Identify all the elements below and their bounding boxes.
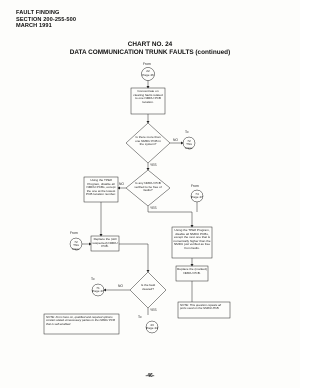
no-label-2: NO — [119, 182, 124, 186]
connector-71-page: Page 47 — [92, 289, 104, 293]
to-label-bottom-left: To — [91, 277, 95, 281]
header-fault-finding: FAULT FINDING — [16, 10, 60, 16]
connector-72-right-page: This Page — [185, 142, 193, 150]
from-label-top: From — [143, 62, 151, 66]
page-number: -46- — [145, 373, 155, 379]
no-label-3: NO — [118, 284, 123, 288]
from-label-mid: From — [191, 184, 199, 188]
connector-43-page: Page 44 — [146, 326, 158, 330]
chart-title: DATA COMMUNICATION TRUNK FAULTS (continued) — [69, 48, 231, 56]
replace-right-text: Replace the (marked) NMDU PCB. — [177, 267, 207, 275]
yes-label-1: YES — [150, 163, 157, 167]
using-tpe-right-text: Using the TPE8 Program, disable all NMDU PCBs, except the next one that is numerically higher than the NMDU just verified as free from faults. — [173, 228, 211, 250]
connector-74-number: 74 — [195, 191, 199, 196]
decision-cleared-text: Is the fault cleared? — [140, 283, 156, 291]
yes-label-2: YES — [150, 206, 157, 210]
concentrate-text: Concentrate on clearing faults related to one NMDU PCB location. — [133, 89, 163, 104]
connector-72-right-number: 72 — [187, 138, 191, 143]
no-label-1: NO — [173, 137, 178, 142]
connector-22-page: Page 46 — [142, 73, 154, 77]
connector-74-page: Page 47 — [191, 195, 203, 199]
from-label-left: From — [70, 231, 78, 235]
connector-43-number: 43 — [150, 322, 154, 327]
connector-71-number: 71 — [96, 285, 100, 290]
connector-22-number: 22 — [146, 69, 150, 73]
to-label-right: To — [185, 130, 189, 134]
to-label-bottom-mid: To — [138, 315, 142, 319]
decision-any-other-text: Is any NMDU PCB verified to be free of faults? — [134, 181, 162, 193]
header-date: MARCH 1991 — [16, 23, 52, 30]
chart-number: CHART NO. 24 — [127, 41, 173, 48]
decision-more-than-one-text: Is there more than one NMDU PCB in the system? — [135, 135, 161, 147]
replace-suspected-text: Replace the (still suspected) NMDU PCB. — [92, 237, 118, 249]
using-tpe-left-text: Using the TPE8 Program, disable all NMDU PCBs, except the one at the lowest PCB location number. — [86, 178, 116, 197]
connector-72-left-number: 72 — [74, 239, 78, 244]
yes-label-3: YES — [150, 308, 157, 312]
header-section: SECTION 200-255-500 — [16, 16, 77, 23]
connector-72-left-page: This Page — [72, 243, 80, 251]
note-left: NOTE: From here on, qualified and required options contain stated unnecessary parties to the NMDU PCB that is self-enabled. — [46, 314, 115, 326]
note-right: NOTE: This question repeats all ports used on the NMDU PCB. — [180, 302, 221, 310]
